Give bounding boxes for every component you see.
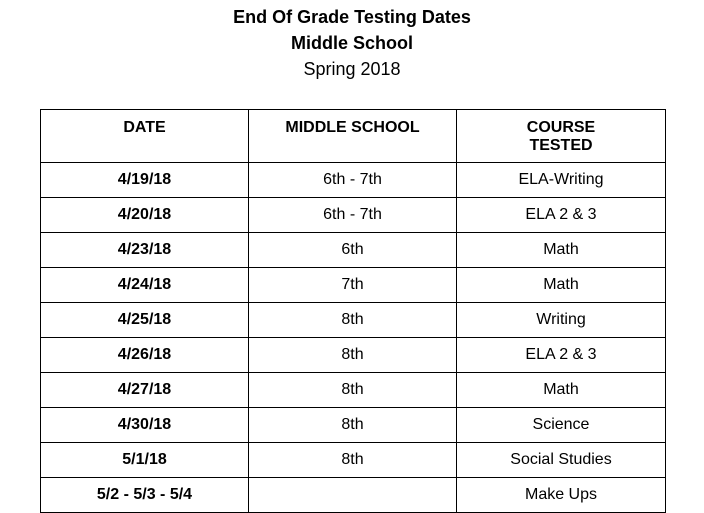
grade-cell: 6th - 7th [249, 163, 457, 198]
date-cell: 4/26/18 [41, 338, 249, 373]
date-cell: 4/19/18 [41, 163, 249, 198]
grade-cell: 8th [249, 373, 457, 408]
course-cell: Writing [457, 303, 666, 338]
table-header-row [41, 110, 666, 163]
grade-cell: 6th - 7th [249, 198, 457, 233]
date-cell: 4/25/18 [41, 303, 249, 338]
column-header-middle-school: MIDDLE SCHOOL [249, 110, 457, 163]
grade-cell: 6th [249, 233, 457, 268]
date-cell: 4/20/18 [41, 198, 249, 233]
course-cell: ELA-Writing [457, 163, 666, 198]
table-row [41, 268, 666, 303]
course-cell: Social Studies [457, 443, 666, 478]
grade-cell [249, 478, 457, 513]
table-row [41, 338, 666, 373]
grade-cell: 8th [249, 338, 457, 373]
course-cell: ELA 2 & 3 [457, 338, 666, 373]
document-title: End Of Grade Testing Dates [233, 7, 471, 27]
course-cell: ELA 2 & 3 [457, 198, 666, 233]
column-header-course-line1: COURSE [526, 119, 596, 136]
date-cell: 4/23/18 [41, 233, 249, 268]
table-row [41, 163, 666, 198]
date-cell: 5/1/18 [41, 443, 249, 478]
course-cell: Math [457, 373, 666, 408]
table-row [41, 408, 666, 443]
testing-schedule-table [40, 109, 666, 513]
table-row [41, 303, 666, 338]
grade-cell: 7th [249, 268, 457, 303]
column-header-date: DATE [41, 110, 249, 163]
date-cell: 4/30/18 [41, 408, 249, 443]
table-row [41, 373, 666, 408]
grade-cell: 8th [249, 303, 457, 338]
grade-cell: 8th [249, 408, 457, 443]
document-subtitle-school: Middle School [290, 33, 413, 53]
course-cell: Math [457, 268, 666, 303]
table-row [41, 443, 666, 478]
table-row [41, 198, 666, 233]
document-subtitle-term: Spring 2018 [303, 59, 401, 79]
column-header-course-tested [457, 110, 666, 163]
column-header-course-line2: TESTED [529, 137, 593, 154]
date-cell: 4/24/18 [41, 268, 249, 303]
table-row [41, 233, 666, 268]
course-cell: Math [457, 233, 666, 268]
date-cell: 5/2 - 5/3 - 5/4 [41, 478, 249, 513]
grade-cell: 8th [249, 443, 457, 478]
course-cell: Make Ups [457, 478, 666, 513]
course-cell: Science [457, 408, 666, 443]
date-cell: 4/27/18 [41, 373, 249, 408]
table-row [41, 478, 666, 513]
